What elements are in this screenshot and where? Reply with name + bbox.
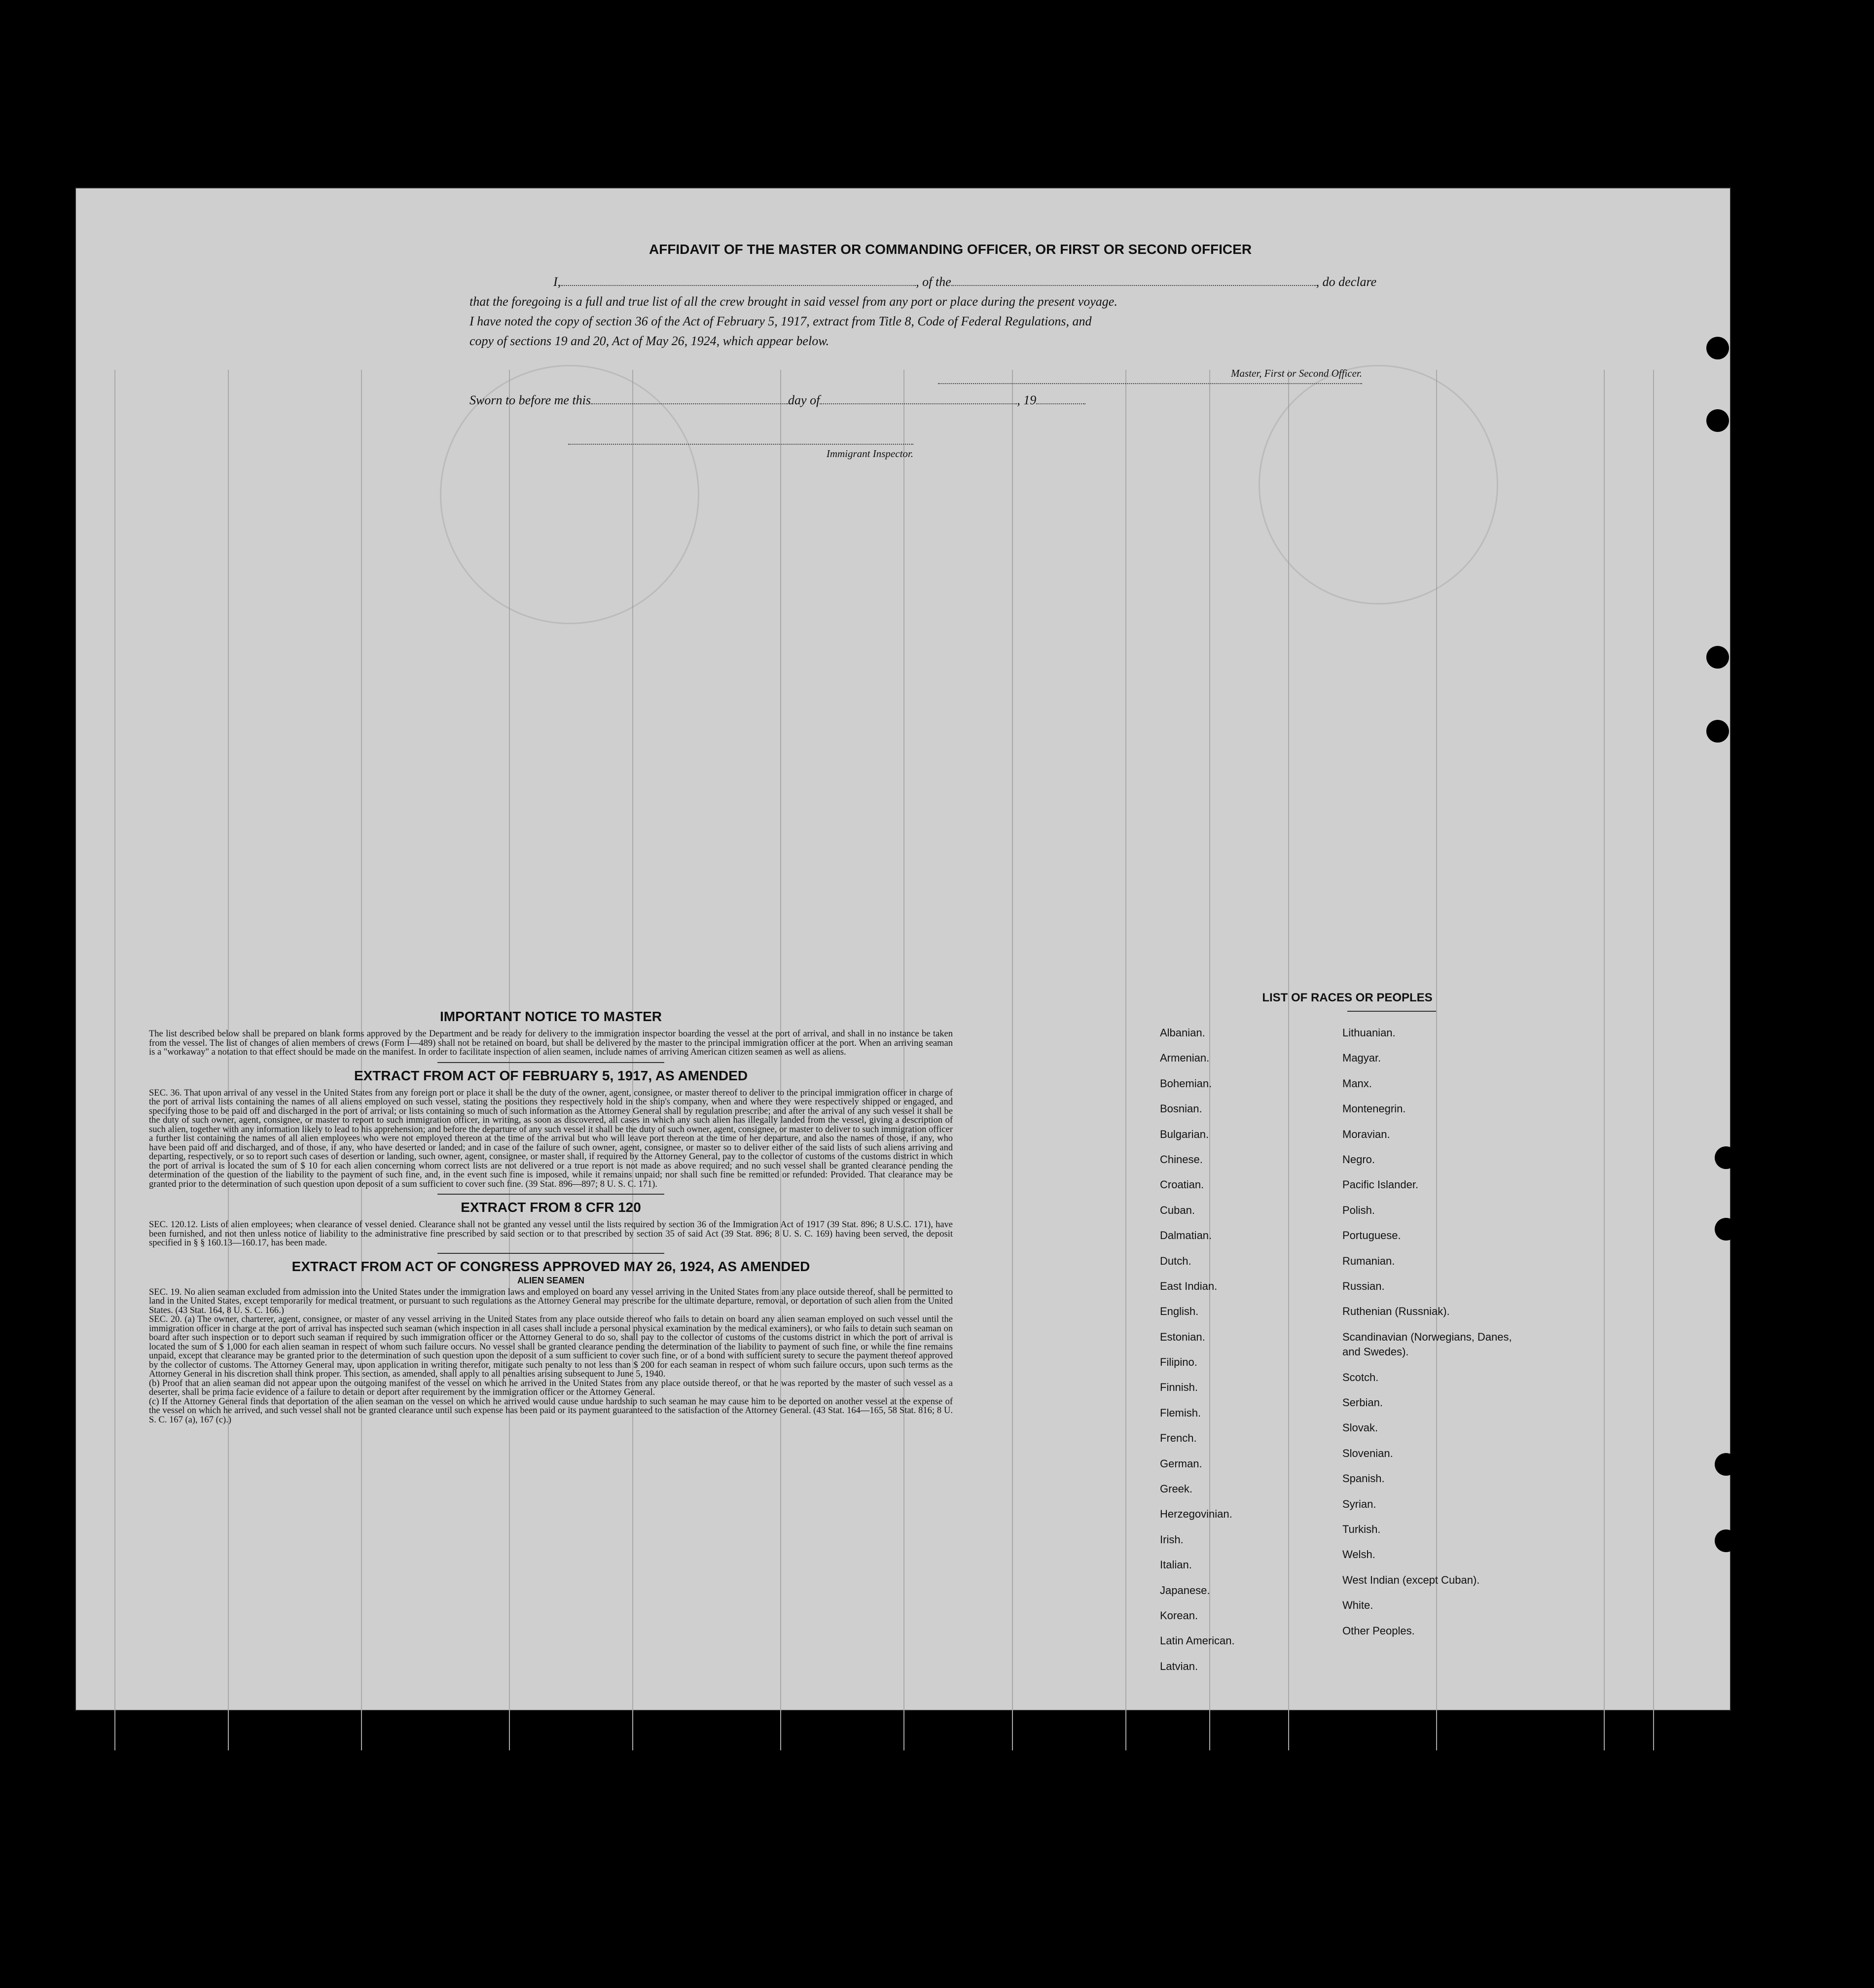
race-item: Magyar. — [1342, 1052, 1381, 1065]
punch-hole — [1706, 409, 1729, 432]
race-item: Syrian. — [1342, 1497, 1376, 1510]
affidavit-title: AFFIDAVIT OF THE MASTER OR COMMANDING OFFICER, OR FIRST OR SECOND OFFICER — [649, 242, 1252, 257]
race-item: Scandinavian (Norwegians, Danes, and Swedes). — [1342, 1330, 1512, 1358]
race-item: Turkish. — [1342, 1523, 1381, 1536]
vessel-name-field[interactable] — [951, 285, 1316, 286]
inspector-signature-line[interactable] — [568, 444, 913, 460]
race-item: Latin American. — [1160, 1634, 1235, 1647]
race-item: Armenian. — [1160, 1052, 1210, 1065]
sworn-month-field[interactable] — [820, 403, 1017, 404]
extract-cfr-body: SEC. 120.12. Lists of alien employees; when clearance of vessel denied. Clearance shall not be granted any vessel until the lists required by section 36 of the Immigration Act of 1917 (39 Stat. 896; 8 U.S.C. 171), have been furnished, and not then unless notice of liability to the administrative fine prescribed by said section or to that prescribed by section 35 of said Act (39 Stat. 896; 8 U. S. C. 169) having been served, the deposit specified in § § 160.13—160.17, has been made. — [149, 1220, 953, 1248]
race-item: English. — [1160, 1305, 1199, 1318]
race-item: Italian. — [1160, 1559, 1192, 1571]
master-signature-line[interactable] — [938, 367, 1362, 384]
extract-cfr-title: EXTRACT FROM 8 CFR 120 — [461, 1200, 641, 1215]
race-item: Scotch. — [1342, 1371, 1379, 1384]
race-item: German. — [1160, 1457, 1202, 1470]
races-left-column — [1160, 1026, 1328, 1684]
punch-hole — [1715, 1529, 1737, 1552]
punch-hole — [1706, 720, 1729, 743]
race-item: Manx. — [1342, 1077, 1372, 1090]
extract-1924-subtitle: ALIEN SEAMEN — [517, 1275, 584, 1285]
faint-stamp — [1259, 365, 1498, 604]
affidavit-line-2: that the foregoing is a full and true list of all the crew brought in said vessel from any port or place during the present voyage. — [469, 294, 1117, 309]
sworn-year-field[interactable] — [1036, 403, 1085, 404]
race-item: Flemish. — [1160, 1406, 1201, 1419]
race-item: Bohemian. — [1160, 1077, 1212, 1090]
sworn-year: , 19 — [1017, 393, 1037, 407]
races-section — [1160, 991, 1584, 1672]
affidavit-of-the: , of the — [916, 275, 951, 289]
races-title: LIST OF RACES OR PEOPLES — [1262, 991, 1433, 1004]
sworn-day-of: day of — [788, 393, 820, 407]
race-item: Filipino. — [1160, 1356, 1197, 1369]
race-item: Japanese. — [1160, 1584, 1210, 1597]
race-item: Serbian. — [1342, 1396, 1383, 1409]
punch-hole — [1715, 1453, 1737, 1476]
race-item: Other Peoples. — [1342, 1624, 1415, 1637]
race-item: Albanian. — [1160, 1027, 1205, 1039]
race-item: Latvian. — [1160, 1660, 1198, 1672]
race-item: Portuguese. — [1342, 1229, 1401, 1242]
race-item: Croatian. — [1160, 1178, 1204, 1191]
race-item: Chinese. — [1160, 1153, 1203, 1166]
affidavit-section — [469, 242, 1431, 460]
extract-1924-sec19: SEC. 19. No alien seaman excluded from admission into the United States under the immigration laws and employed on board any vessel arriving in the United States from any place outside thereof, shall be permitted to land in the United States, except temporarily for medical treatment, or pursuant to such regulations as the Attorney General may prescribe for the ultimate departure, removal, or deportation of such alien from the United States. (43 Stat. 164, 8 U. S. C. 166.) — [149, 1287, 953, 1315]
race-item: Dutch. — [1160, 1254, 1191, 1267]
race-item: Irish. — [1160, 1533, 1184, 1546]
extract-1917-body: SEC. 36. That upon arrival of any vessel in the United States from any foreign port or place it shall be the duty of the owner, agent, consignee, or master thereof to deliver to the principal immigration officer in charge of the port of arrival lists containing the names of all aliens employed on such vessel, stating the positions they respectively hold in the ship's company, when and where they were respectively shipped or engaged, and specifying those to be paid off and discharged in the port of arrival; or lists containing so much of such information as the Attorney General shall by regulation prescribe; and after the arrival of any such vessel it shall be the duty of such owner, agent, consignee, or master to report to such immigration officer, in writing, as soon as discovered, all cases in which any such alien has illegally landed from the vessel, giving a description of such alien, together with any information likely to lead to his apprehension; and before the departure of any such vessel it shall be the duty of such owner, agent, consignee, or master to deliver to such immigration officer a further list containing the names of all alien employees who were not employed thereon at the time of the arrival but who will leave port thereon at the time of her departure, and also the names of those, if any, who have been paid off and discharged, and of those, if any, who have deserted or landed; and in case of the failure of such owner, agent, consignee, or master so to deliver either of the said lists of such aliens arriving and departing, respectively, or so to report such cases of desertion or landing, such owner, agent, consignee, or master shall, if required by the Attorney General, pay to the collector of customs of the customs district in which the port of arrival is located the sum of $ 10 for each alien concerning whom correct lists are not delivered or a true report is not made as above required; and no such vessel shall be granted clearance pending the determination of the question of the liability to the payment of such fine, and, in the event such fine is imposed, while it remains unpaid; nor shall such fine be remitted or refunded: Provided. That clearance may be granted prior to the determination of such question upon deposit of a sum sufficient to cover such fine. (39 Stat. 896—897; 8 U. S. C. 171). — [149, 1088, 953, 1189]
race-item: Finnish. — [1160, 1381, 1198, 1394]
race-item: Lithuanian. — [1342, 1027, 1396, 1039]
race-item: Moravian. — [1342, 1128, 1390, 1140]
race-item: French. — [1160, 1432, 1197, 1445]
race-item: Korean. — [1160, 1609, 1198, 1622]
sworn-text: Sworn to before me this — [469, 393, 591, 407]
notice-title: IMPORTANT NOTICE TO MASTER — [439, 1009, 662, 1024]
punch-hole — [1715, 1146, 1737, 1169]
races-right-column — [1342, 1026, 1550, 1649]
race-item: Slovak. — [1342, 1421, 1378, 1434]
affidavit-i: I, — [553, 275, 561, 289]
extract-1924-sec20b: (b) Proof that an alien seaman did not appear upon the outgoing manifest of the vessel on which he arrived in the United States from any place outside thereof, or that he was reported by the master of such vessel as a deserter, shall be prima facie evidence of a failure to detain or deport after requirement by the immigration officer or the Attorney General. — [149, 1378, 953, 1397]
extract-1924-title: EXTRACT FROM ACT OF CONGRESS APPROVED MAY 26, 1924, AS AMENDED — [291, 1258, 810, 1274]
affidavit-do-declare: , do declare — [1316, 275, 1377, 289]
sworn-line — [469, 390, 1160, 410]
extract-1924-sec20c: (c) If the Attorney General finds that deportation of the alien seaman on the vessel on which he arrived would cause undue hardship to such seaman he may cause him to be deported on another vessel at the expense of the vessel on which he arrived, and such vessel shall not be granted clearance until such expense has been paid or its payment guaranteed to the satisfaction of the Attorney General. (43 Stat. 164—165, 58 Stat. 816; 8 U. S. C. 167 (a), 167 (c).) — [149, 1396, 953, 1425]
race-item: Cuban. — [1160, 1204, 1195, 1216]
race-item: Greek. — [1160, 1483, 1193, 1495]
affidavit-line-4: copy of sections 19 and 20, Act of May 26, 1924, which appear below. — [469, 334, 829, 348]
notice-section — [149, 1006, 953, 1424]
race-item: Polish. — [1342, 1204, 1375, 1216]
punch-hole — [1706, 337, 1729, 359]
race-item: Bosnian. — [1160, 1102, 1202, 1115]
race-item: West Indian (except Cuban). — [1342, 1573, 1480, 1586]
race-item: Bulgarian. — [1160, 1128, 1209, 1140]
race-item: Dalmatian. — [1160, 1229, 1212, 1242]
race-item: Negro. — [1342, 1153, 1375, 1166]
race-item: Pacific Islander. — [1342, 1178, 1419, 1191]
master-signature-label: Master, First or Second Officer. — [1231, 367, 1362, 379]
inspector-label: Immigrant Inspector. — [826, 448, 913, 460]
race-item: Spanish. — [1342, 1472, 1385, 1485]
race-item: Ruthenian (Russniak). — [1342, 1305, 1450, 1318]
sworn-day-field[interactable] — [591, 403, 788, 404]
affidavit-line-3: I have noted the copy of section 36 of the Act of February 5, 1917, extract from Title 8, Code of Federal Regulations, and — [469, 314, 1092, 328]
officer-name-field[interactable] — [561, 285, 916, 286]
punch-hole — [1706, 646, 1729, 669]
punch-hole — [1715, 1218, 1737, 1241]
manifest-sheet — [75, 187, 1731, 1711]
race-item: Slovenian. — [1342, 1447, 1393, 1459]
race-item: Estonian. — [1160, 1330, 1205, 1343]
affidavit-line-1 — [469, 272, 1431, 292]
race-item: Herzegovinian. — [1160, 1508, 1232, 1521]
extract-1917-title: EXTRACT FROM ACT OF FEBRUARY 5, 1917, AS AMENDED — [354, 1067, 748, 1083]
extract-1924-sec20a: SEC. 20. (a) The owner, charterer, agent, consignee, or master of any vessel arriving in the United States from any place outside thereof who fails to detain on board any alien seaman employed on such vessel until the immigration officer in charge at the port of arrival has inspected such seaman (which inspection in all cases shall include a personal physical examination by the medical examiners), or who fails to detain such seaman on board after such inspection or to deport such seaman if required by such immigration officer or the Attorney General to do so, shall pay to the collector of customs of the customs district in which the port of arrival is located the sum of $ 1,000 for each alien seaman in respect of whom such failure occurs. No vessel shall be granted clearance pending the determination of the liability to payment of such fine, or while the fine remains unpaid, except that clearance may be granted prior to the determination of such question upon the deposit of a sum sufficient to cover such fine, or of a bond with sufficient surety to secure the payment thereof approved by the collector of customs. The Attorney General may, upon application in writing therefor, mitigate such penalty to not less than $ 200 for each seaman in respect of whom such failure occurs, upon such terms as the Attorney General in his discretion shall think proper. This section, as amended, shall apply to all penalties arising subsequent to June 5, 1940. — [149, 1314, 953, 1379]
race-item: Rumanian. — [1342, 1254, 1395, 1267]
race-item: Russian. — [1342, 1279, 1385, 1292]
race-item: Welsh. — [1342, 1548, 1375, 1561]
race-item: East Indian. — [1160, 1279, 1218, 1292]
notice-body: The list described below shall be prepared on blank forms approved by the Department and be ready for delivery to the immigration inspector boarding the vessel at the port of arrival, and shall in no instance be taken from the vessel. The list of changes of alien members of crews (Form I—489) shall not be retained on board, but shall be delivered by the master to the principal immigration officer at the port. When an arriving seaman is a "workaway" a notation to that effect should be made on the manifest. In order to facilitate inspection of alien seamen, include names of arriving American citizen seamen as well as aliens. — [149, 1029, 953, 1057]
race-item: Montenegrin. — [1342, 1102, 1406, 1115]
race-item: White. — [1342, 1599, 1373, 1612]
